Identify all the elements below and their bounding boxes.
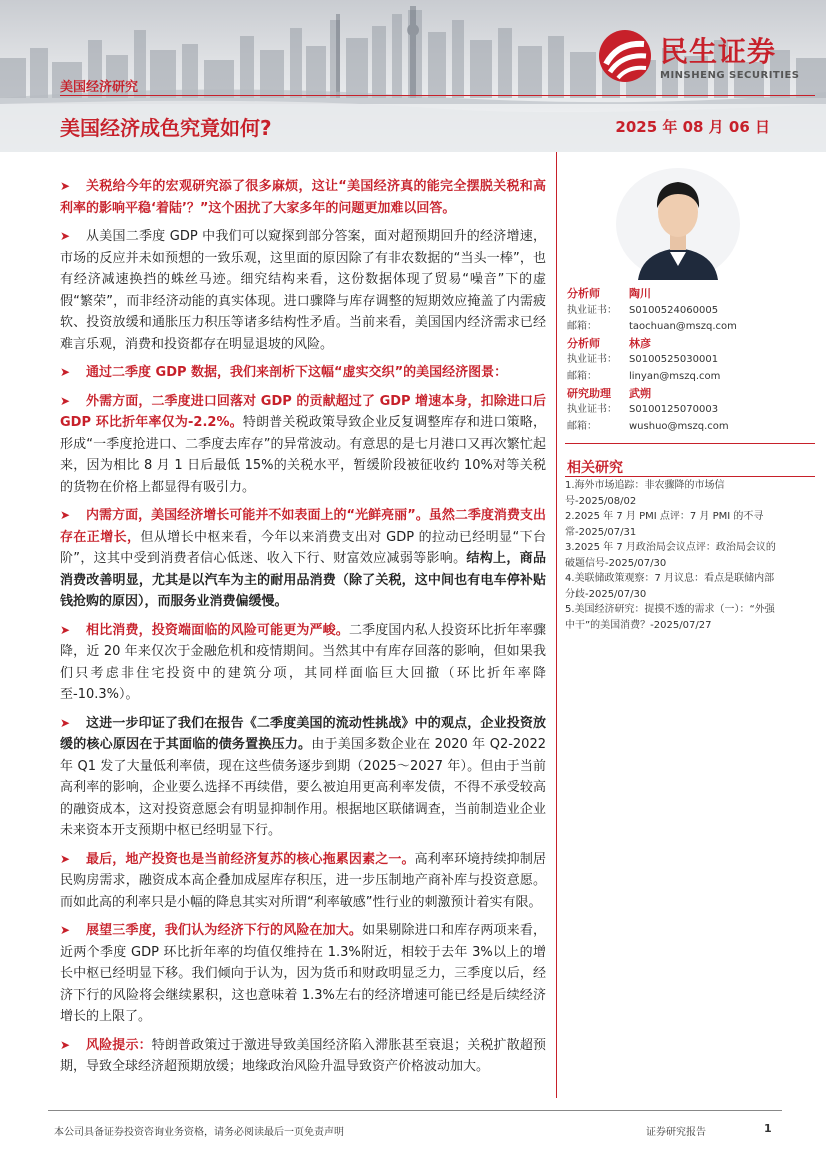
logo-mark-icon <box>596 28 654 84</box>
footer-divider <box>48 1110 782 1111</box>
summary-paragraph <box>60 176 546 219</box>
bold-text: 结构上，商品消费改善明显，尤其是以汽车为主的耐用品消费（除了关税，这中间也有电车停补贴钱抢购的原因），而服务业消费偏缓慢。 <box>60 551 546 609</box>
related-item[interactable]: 1.海外市场追踪：非农骤降的市场信号-2025/08/02 <box>565 480 725 507</box>
body-text: 高利率环境持续抑制居民购房需求，融资成本高企叠加成屋库存积压，进一步压制地产商补库与投资意愿。而如此高的利率只是小幅的降息其实对所谓“利率敏感”性行业的刺激预计着实有限。 <box>60 851 546 910</box>
bullet-arrow-icon: ➤ <box>60 508 71 522</box>
related-divider <box>565 476 815 477</box>
summary-paragraph <box>60 620 546 706</box>
summary-paragraph <box>60 849 546 914</box>
bullet-arrow-icon: ➤ <box>60 622 71 637</box>
bullet-arrow-icon: ➤ <box>60 923 71 937</box>
related-item[interactable]: 5.美国经济研究：捉摸不透的需求（一）：“外强中干”的美国消费？-2025/07/27 <box>565 604 775 631</box>
analyst-email[interactable]: linyan@mszq.com <box>629 370 721 382</box>
analyst-list <box>567 286 767 435</box>
bullet-arrow-icon: ➤ <box>60 179 71 193</box>
email-label: 邮箱： <box>567 420 597 432</box>
email-label: 邮箱： <box>567 321 597 333</box>
report-title: 美国经济成色究竟如何? <box>60 116 272 140</box>
analyst-email[interactable]: taochuan@mszq.com <box>629 321 737 333</box>
analyst-cert-row <box>567 303 767 320</box>
body-text: 如果剔除进口和库存两项来看，近两个季度 GDP 环比折年率的均值仅维持在 1.3%附近，相较于去年 3%以上的增长中枢已经明显下移。我们倾向于认为，因为货币和财政明显乏力，三季度以后，经济下行的风险将会继续累积，这也意味着 1.3%左右的经济增速可能已经是后续经济增长的上限了。 <box>60 923 546 1024</box>
related-item[interactable]: 3.2025 年 7 月政治局会议点评：政治局会议的破题信号-2025/07/30 <box>565 542 776 569</box>
report-date: 2025 年 08 月 06 日 <box>615 118 770 136</box>
summary-paragraph <box>60 362 546 384</box>
analyst-email-row <box>567 419 767 436</box>
bullet-arrow-icon: ➤ <box>60 715 71 730</box>
analyst-role-row <box>567 386 767 403</box>
cert-number: S0100525030001 <box>629 354 719 366</box>
footer-label: 证券研究报告 <box>646 1127 706 1138</box>
highlight-text: 风险提示： <box>86 1037 152 1053</box>
analyst-name: 陶川 <box>629 287 651 300</box>
logo-english-name: MINSHENG SECURITIES <box>660 70 800 81</box>
analyst-role: 分析师 <box>567 336 600 350</box>
cert-label: 执业证书： <box>567 404 617 416</box>
summary-paragraph <box>60 1035 546 1078</box>
body-text: 但从增长中枢来看，今年以来消费支出对 GDP 的拉动已经明显“下台阶”，这其中受到消费者信心低迷、收入下行、财富效应减弱等影响。 <box>60 529 546 566</box>
body-text: 从美国二季度 GDP 中我们可以窥探到部分答案，面对超预期回升的经济增速，市场的反应并未如预想的一致乐观，这里面的原因除了有非农数据的“当头一棒”，也有经济减速换挡的蛛丝马迹。细究结构来看，这份数据体现了贸易“噪音”下的虚假“繁荣”，而非经济动能的真实体现。进口骤降与库存调整的短期效应掩盖了内需疲软、投资放缓和通胀压力积压等诸多结构性矛盾。当前来看，美国国内经济需求已经难言乐观，消费和投资都存在明显退坡的风险。 <box>60 229 546 352</box>
highlight-text: 展望三季度，我们认为经济下行的风险在加大。 <box>86 923 363 938</box>
body-text: 由于美国多数企业在 2020 年 Q2-2022 年 Q1 发了大量低利率债，现在这些债务逐步到期（2025～2027 年）。但由于当前高利率的影响，企业要么选择不再续借，要么被迫用更高利率发债，不得不承受较高的融资成本，这对投资意愿会有明显抑制作用。根据地区联储调查，当前制造业企业未来资本开支预期中枢已经明显下行。 <box>60 737 546 838</box>
highlight-text: 通过二季度 GDP 数据，我们来剖析下这幅“虚实交织”的美国经济图景： <box>86 365 508 380</box>
related-item[interactable]: 2.2025 年 7 月 PMI 点评：7 月 PMI 的不寻常-2025/07/31 <box>565 511 764 538</box>
cert-number: S0100125070003 <box>629 404 719 416</box>
body-text: 特朗普关税政策导致企业反复调整库存和进口策略，形成“一季度抢进口、二季度去库存”的异常波动。有意思的是七月港口又再次繁忙起来，因为相比 8 月 1 日后最低 15%的关税水平，暂缓阶段被征收约 10%对等关税的货物在价格上都显得有吸引力。 <box>60 415 546 495</box>
related-top-divider <box>565 443 815 444</box>
highlight-text: 关税给今年的宏观研究添了很多麻烦，这让“美国经济真的能完全摆脱关税和高利率的影响平稳‘着陆’？”这个困扰了大家多年的问题更加难以回答。 <box>60 179 546 216</box>
highlight-text: 最后，地产投资也是当前经济复苏的核心拖累因素之一。 <box>86 851 415 867</box>
analyst-role-row <box>567 336 767 353</box>
summary-paragraph <box>60 226 546 355</box>
email-label: 邮箱： <box>567 370 597 382</box>
analyst-email-row <box>567 319 767 336</box>
bullet-arrow-icon: ➤ <box>60 393 71 408</box>
cert-number: S0100524060005 <box>629 304 719 316</box>
minsheng-logo <box>596 28 812 84</box>
related-research-heading: 相关研究 <box>567 460 623 476</box>
analyst-name: 林彦 <box>629 336 651 350</box>
page-number: 1 <box>764 1122 772 1135</box>
logo-chinese-name: 民生证券 <box>660 35 777 68</box>
bullet-arrow-icon: ➤ <box>60 851 71 866</box>
related-research-list <box>565 478 780 633</box>
body-text: 特朗普政策过于激进导致美国经济陷入滞胀甚至衰退；关税扩散超预期，导致全球经济超预期放缓；地缘政治风险升温导致资产价格波动加大。 <box>60 1037 546 1074</box>
summary-paragraph <box>60 920 546 1028</box>
analyst-role: 分析师 <box>567 287 600 300</box>
analyst-photo <box>608 160 748 280</box>
summary-body <box>60 176 546 1085</box>
analyst-name: 武朔 <box>629 386 651 400</box>
analyst-email[interactable]: wushuo@mszq.com <box>629 420 729 432</box>
footer-disclaimer: 本公司具备证券投资咨询业务资格，请务必阅读最后一页免责声明 <box>54 1127 344 1138</box>
column-divider <box>556 152 557 1098</box>
summary-paragraph <box>60 391 546 499</box>
highlight-text: 内需方面，美国经济增长可能并不如表面上的“光鲜亮丽”。虽然二季度消费支出存在正增长， <box>60 508 546 545</box>
analyst-cert-row <box>567 352 767 369</box>
report-type: 美国经济研究 <box>60 80 139 95</box>
summary-paragraph <box>60 713 546 842</box>
report-header-banner <box>0 0 826 152</box>
bullet-arrow-icon: ➤ <box>60 1037 71 1052</box>
cert-label: 执业证书： <box>567 304 617 316</box>
analyst-email-row <box>567 369 767 386</box>
related-item[interactable]: 4.美联储政策观察：7 月议息：看点是联储内部分歧-2025/07/30 <box>565 573 775 600</box>
highlight-text: 外需方面，二季度进口回落对 GDP 的贡献超过了 GDP 增速本身，扣除进口后 GDP 环比折年率仅为-2.2%。 <box>60 393 546 430</box>
analyst-role: 研究助理 <box>567 386 611 400</box>
header-divider <box>60 95 815 96</box>
bullet-arrow-icon: ➤ <box>60 229 71 243</box>
analyst-role-row <box>567 286 767 303</box>
bold-text: 这进一步印证了我们在报告《二季度美国的流动性挑战》中的观点，企业投资放缓的核心原因在于其面临的债务置换压力。 <box>60 715 546 752</box>
analyst-cert-row <box>567 402 767 419</box>
bullet-arrow-icon: ➤ <box>60 365 71 379</box>
highlight-text: 相比消费，投资端面临的风险可能更为严峻。 <box>86 622 349 638</box>
body-text: 二季度国内私人投资环比折年率骤降，近 20 年来仅次于金融危机和疫情期间。当然其中有库存回落的影响，但如果我们只考虑非住宅投资中的建筑分项，其同样面临巨大回撤（环比折年率降至-10.3%）。 <box>60 622 546 702</box>
cert-label: 执业证书： <box>567 354 617 366</box>
summary-paragraph <box>60 505 546 613</box>
